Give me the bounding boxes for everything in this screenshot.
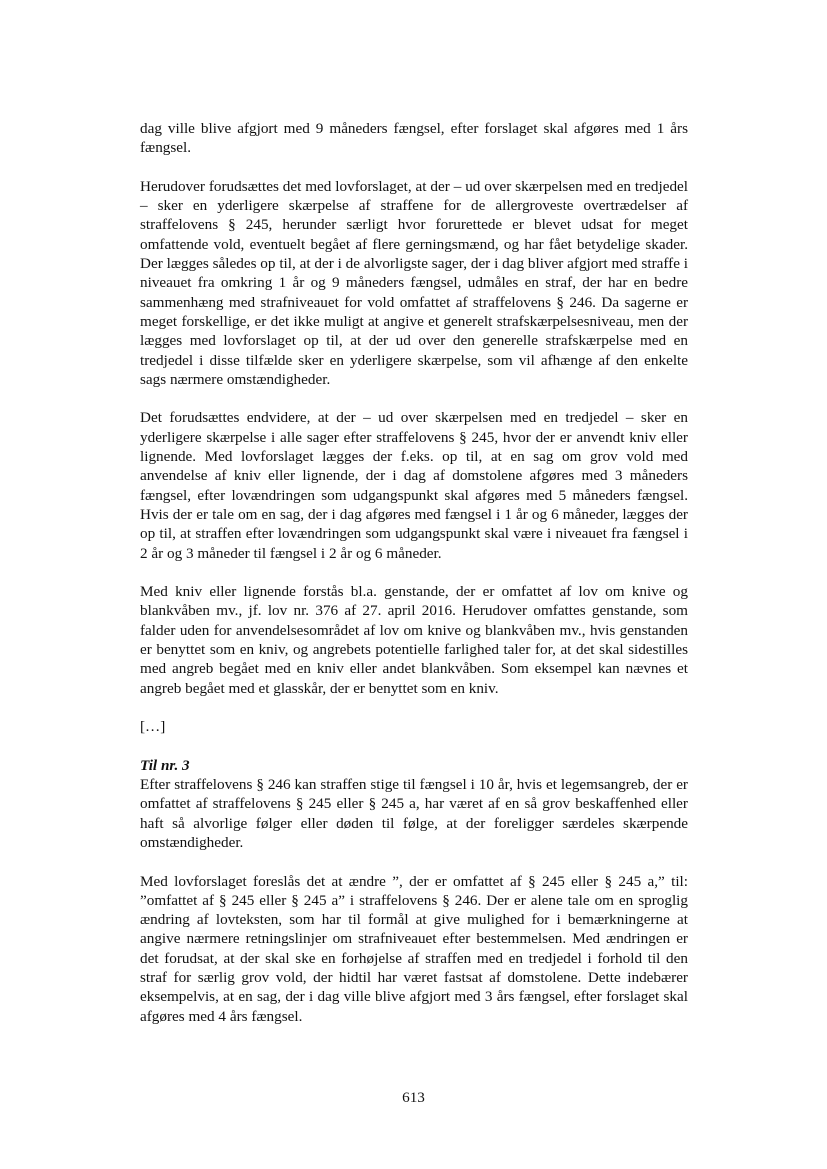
paragraph: Med lovforslaget foreslås det at ændre ”, der er omfattet af § 245 eller § 245 a,” til: ”omfattet af § 245 eller § 245 a” i straffelovens § 246. Der er alene tale om en sproglig ændring af lovteksten, som har til formål at give mulighed for i bemærkningerne at angive nærmere retningslinjer om strafniveauet efter bestemmelsen. Med ændringen er det forudsat, at der skal ske en forhøjelse af straffen med en tredjedel i forhold til den straf for særlig grov vold, der hidtil har været fastsat af domstolene. Dette indebærer eksempelvis, at en sag, der i dag ville blive afgjort med 3 års fængsel, efter forslaget skal afgøres med 4 års fængsel. — [140, 872, 688, 1025]
paragraph: Herudover forudsættes det med lovforslaget, at der – ud over skærpelsen med en tredjedel – sker en yderligere skærpelse af straffene for de allergroveste overtrædelser af straffelovens § 245, herunder særligt hvor forurettede er blevet udsat for meget omfattende vold, eventuelt begået af flere gerningsmænd, og har fået betydelige skader. Der lægges således op til, at der i de alvorligste sager, der i dag bliver afgjort med straffe i niveauet fra omkring 1 år og 9 måneders fængsel, udmåles en straf, der har en bedre sammenhæng med strafniveauet for vold omfattet af straffelovens § 246. Da sagerne er meget forskellige, er det ikke muligt at angive et generelt strafskærpelsesniveau, men der lægges med lovforslaget op til, at der ud over den generelle strafskærpelse med en tredjedel i disse tilfælde sker en yderligere skærpelse, som vil afhænge af den enkelte sags nærmere omstændigheder. — [140, 177, 688, 388]
section-heading: Til nr. 3 — [140, 756, 190, 774]
paragraph: Det forudsættes endvidere, at der – ud over skærpelsen med en tredjedel – sker en yderligere skærpelse i alle sager efter straffelovens § 245, hvor der er anvendt kniv eller lignende. Med lovforslaget lægges der f.eks. op til, at en sag om grov vold med anvendelse af kniv eller lignende, der i dag af domstolene afgøres med 3 måneders fængsel, efter lovændringen som udgangspunkt skal afgøres med 5 måneders fængsel. Hvis der er tale om en sag, der i dag afgøres med fængsel i 1 år og 6 måneder, lægges der op til, at straffen efter lovændringen som udgangspunkt skal være i niveauet fra fængsel i 2 år og 3 måneder til fængsel i 2 år og 6 måneder. — [140, 409, 688, 562]
paragraph: Efter straffelovens § 246 kan straffen stige til fængsel i 10 år, hvis et legemsangreb, der er omfattet af straffelovens § 245 eller § 245 a, har været af en så grov beskaffenhed eller haft så alvorlige følger eller døden til følge, at der foreligger særdeles skærpende omstændigheder. — [140, 776, 688, 851]
document-page — [140, 119, 688, 1045]
paragraph: Med kniv eller lignende forstås bl.a. genstande, der er omfattet af lov om knive og blankvåben mv., jf. lov nr. 376 af 27. april 2016. Herudover omfattes genstande, som falder uden for anvendelsesområdet af lov om knive og blankvåben mv., hvis genstanden er benyttet som en kniv, og angrebets potentielle farlighed taler for, at det skal sidestilles med angreb begået med en kniv eller andet blankvåben. Som eksempel kan nævnes et angreb begået med et glasskår, der er benyttet som en kniv. — [140, 583, 688, 697]
page-number: 613 — [402, 1089, 425, 1106]
omission-marker: […] — [140, 718, 166, 736]
paragraph: dag ville blive afgjort med 9 måneders fængsel, efter forslaget skal afgøres med 1 års fængsel. — [140, 120, 688, 157]
